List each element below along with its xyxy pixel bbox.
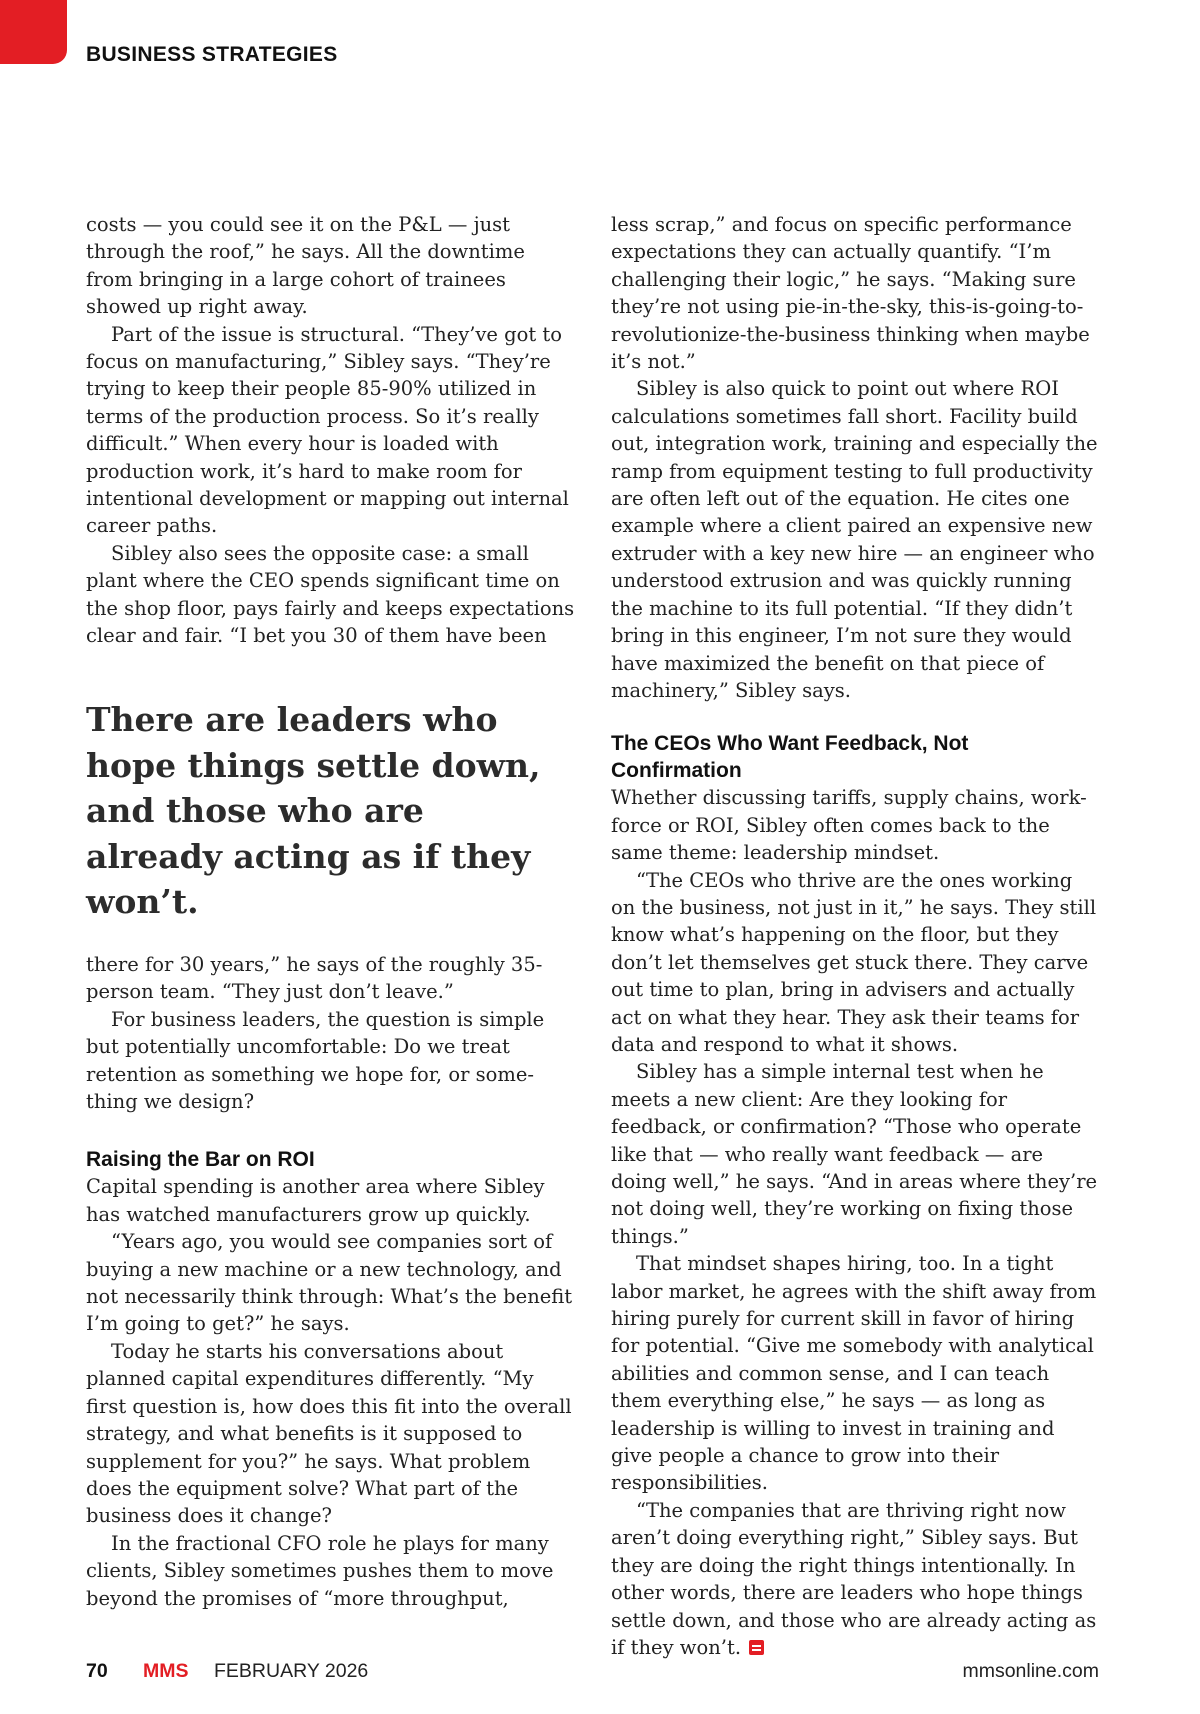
subhead-ceos: The CEOs Who Want Feedback, Not Confirmation (611, 732, 969, 783)
paragraph: less scrap,” and focus on specific performance expectations they can actually quantify. “I’m challenging their logic,” he says. “Making sure they’re not using pie-in-the-sky, this-is-going-to-revolutionize-the-business thinking when maybe it’s not.” (611, 213, 1090, 374)
paragraph: Sibley is also quick to point out where ROI calculations sometimes fall short. Facility build out, integration work, training and especially the ramp from equipment testing to full productivity are often left out of the equation. He cites one example where a client paired an expensive new extruder with a key new hire — an engineer who understood extrusion and was quickly running the machine to its full potential. “If they didn’t bring in this engineer, I’m not sure they would have maximized the benefit on that piece of machinery,” Sibley says. (611, 377, 1098, 702)
end-of-article-icon (749, 1640, 764, 1655)
issue-date: FEBRUARY 2026 (214, 1660, 369, 1682)
article-column-right (611, 211, 1101, 1661)
paragraph-text: “The companies that are thriving right now aren’t doing everything right,” Sibley says. But they are doing the right things intentionally. In other words, there are leaders who hope things settle down, and those who are already acting as if they won’t. (611, 1498, 1097, 1659)
magazine-logo: MMS (143, 1660, 189, 1682)
paragraph: “Years ago, you would see companies sort of buying a new machine or a new technology, and not necessarily think through: What’s the benefit I’m going to get?” he says. (86, 1230, 573, 1336)
paragraph: there for 30 years,” he says of the roughly 35-person team. “They just don’t leave.” (86, 953, 543, 1004)
paragraph: In the fractional CFO role he plays for many clients, Sibley sometimes pushes them to move beyond the promises of “more throughput, (86, 1531, 554, 1610)
subhead-roi: Raising the Bar on ROI (86, 1148, 315, 1172)
paragraph: For business leaders, the question is simple but potentially uncomfortable: Do we treat retention as something we hope for, or some-thing we design? (86, 1007, 545, 1114)
paragraph: That mindset shapes hiring, too. In a tight labor market, he agrees with the shift away from hiring purely for current skill in favor of hiring for potential. “Give me somebody with analytical abilities and common sense, and I can teach them everything else,” he says — as long as leadership is willing to invest in training and give people a chance to grow into their responsibilities. (611, 1252, 1097, 1495)
pull-quote: There are leaders who hope things settle down, and those who are already acting as if they won’t. (86, 700, 541, 921)
article-column-left-top (86, 211, 576, 650)
paragraph: Capital spending is another area where Sibley has watched manufacturers grow up quickly. (86, 1175, 545, 1226)
paragraph: Whether discussing tariffs, supply chains, work-force or ROI, Sibley often comes back to the same theme: leadership mindset. (611, 786, 1087, 865)
website-link[interactable]: mmsonline.com (962, 1660, 1099, 1682)
page-footer (86, 1660, 1099, 1690)
section-color-tab (0, 0, 67, 64)
paragraph: Part of the issue is structural. “They’ve got to focus on manufacturing,” Sibley says. “They’re trying to keep their people 85-90% utilized in terms of the production process. So it’s really difficult.” When every hour is loaded with production work, it’s hard to make room for intentional development or mapping out internal career paths. (86, 322, 569, 538)
paragraph: “The CEOs who thrive are the ones working on the business, not just in it,” he says. They still know what’s happening on the floor, but they don’t let themselves get stuck there. They carve out time to plan, bring in advisers and actually act on what they hear. They ask their teams for data and respond to what it shows. (611, 868, 1097, 1056)
paragraph: Today he starts his conversations about planned capital expenditures differently. “My first question is, how does this fit into the overall strategy, and what benefits is it supposed to supplement for you?” he says. What problem does the equipment solve? What part of the business does it change? (86, 1339, 572, 1528)
paragraph: Sibley has a simple internal test when he meets a new client: Are they looking for feedback, or confirmation? “Those who operate like that — who really want feedback — are doing well,” he says. “And in areas where they’re not doing well, they’re working on fixing those things.” (611, 1060, 1098, 1248)
article-column-left-bottom (86, 951, 576, 1612)
final-paragraph (611, 1497, 1101, 1661)
paragraph: Sibley also sees the opposite case: a small plant where the CEO spends significant time on the shop floor, pays fairly and keeps expectations clear and fair. “I bet you 30 of them have been (86, 541, 575, 648)
page-number: 70 (86, 1660, 108, 1682)
paragraph: costs — you could see it on the P&L — just through the roof,” he says. All the downtime from bringing in a large cohort of trainees showed up right away. (86, 213, 525, 319)
section-label: BUSINESS STRATEGIES (86, 43, 338, 66)
